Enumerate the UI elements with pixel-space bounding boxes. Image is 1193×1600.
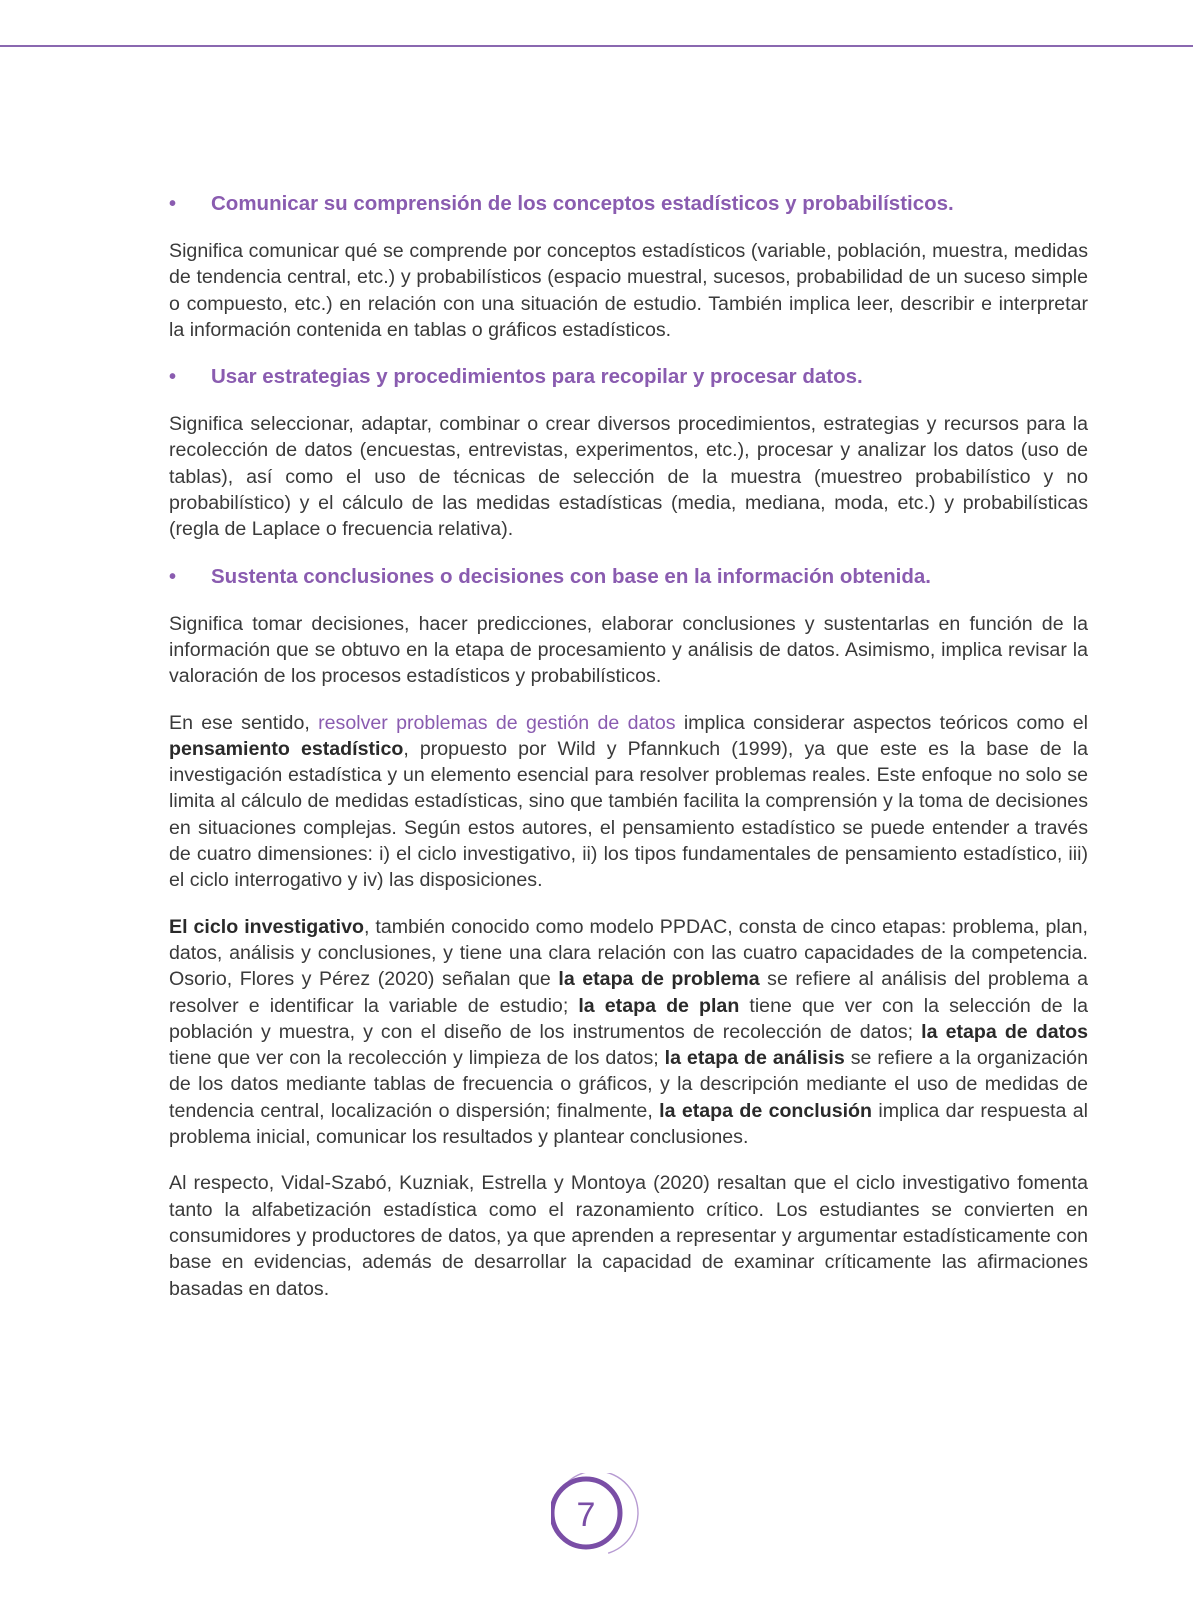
bullet-heading — [169, 363, 1088, 391]
text-run: , también conocido como modelo PPDAC, consta de cinco etapas: problema, plan, datos, análisis y conclusiones, y tiene una clara relación con las cuatro capacidades de la competencia. Osorio, Flores y Pérez (2020) señalan que — [169, 915, 1088, 991]
bold-term: la etapa de conclusión — [659, 1099, 872, 1122]
page-number: 7 — [576, 1496, 596, 1534]
text-run: En ese sentido, — [169, 711, 319, 734]
bold-term: la etapa de datos — [921, 1020, 1088, 1043]
page-content — [169, 190, 1088, 1322]
text-run: implica considerar aspectos teóricos como el — [675, 711, 1089, 734]
paragraph: Significa tomar decisiones, hacer predicciones, elaborar conclusiones y sustentarlas en función de la información que se obtuvo en la etapa de procesamiento y análisis de datos. Asimismo, implica revisar la valoración de los procesos estadísticos y probabilísticos. — [169, 612, 1088, 688]
paragraph-cycle — [169, 914, 1088, 1151]
text-run: , propuesto por Wild y Pfannkuch (1999), ya que este es la base de la investigación estadística y un elemento esencial para resolver problemas reales. Este enfoque no solo se limita al cálculo de medidas estadísticas, sino que también facilita la comprensión y la toma de decisiones en situaciones complejas. Según estos autores, el pensamiento estadístico se puede entender a través de cuatro dimensiones: i) el ciclo investigativo, ii) los tipos fundamentales de pensamiento estadístico, iii) el ciclo interrogativo y iv) las disposiciones. — [169, 737, 1088, 892]
bullet-heading — [169, 563, 1088, 591]
bold-term: El ciclo investigativo — [169, 915, 364, 938]
paragraph: Significa comunicar qué se comprende por conceptos estadísticos (variable, población, muestra, medidas de tendencia central, etc.) y probabilísticos (espacio muestral, sucesos, probabilidad de un suceso simple o compuesto, etc.) en relación con una situación de estudio. También implica leer, describir e interpretar la información contenida en tablas o gráficos estadísticos. — [169, 240, 1088, 341]
page-number-circle-icon — [551, 1473, 641, 1563]
bullet-dot-icon: • — [169, 193, 177, 215]
bold-term: la etapa de análisis — [664, 1047, 845, 1070]
text-run: implica dar respuesta al problema inicial, comunicar los resultados y plantear conclusiones. — [169, 1099, 1088, 1149]
highlight-text: resolver problemas de gestión de datos — [318, 711, 676, 734]
text-run: tiene que ver con la selección de la población y muestra, y con el diseño de los instrumentos de recolección de datos; — [169, 994, 1088, 1043]
bullet-title: Usar estrategias y procedimientos para recopilar y procesar datos. — [211, 365, 863, 389]
bullet-dot-icon: • — [169, 366, 177, 389]
paragraph-literacy: Al respecto, Vidal-Szabó, Kuzniak, Estrella y Montoya (2020) resaltan que el ciclo investigativo fomenta tanto la alfabetización estadística como el razonamiento crítico. Los estudiantes se convierten en consumidores y productores de datos, ya que aprenden a representar y argumentar estadísticamente con base en evidencias, además de desarrollar la capacidad de examinar críticamente las afirmaciones basadas en datos. — [169, 1172, 1088, 1300]
bullet-title: Sustenta conclusiones o decisiones con base en la información obtenida. — [211, 564, 931, 588]
bold-term: la etapa de problema — [558, 968, 760, 991]
paragraph: Significa seleccionar, adaptar, combinar o crear diversos procedimientos, estrategias y recursos para la recolección de datos (encuestas, entrevistas, experimentos, etc.), procesar y analizar los datos (uso de tablas), así como el uso de técnicas de selección de la muestra (muestreo probabilístico y no probabilístico) y el cálculo de las medidas estadísticas (media, mediana, moda, etc.) y probabilísticas (regla de Laplace o frecuencia relativa). — [169, 413, 1088, 541]
bullet-heading — [169, 190, 1088, 218]
header-rule — [0, 45, 1193, 47]
text-run: tiene que ver con la recolección y limpieza de los datos; — [169, 1047, 665, 1070]
page-number-badge — [551, 1473, 641, 1563]
text-run: se refiere a la organización de los datos mediante tablas de frecuencia o gráficos, y la descripción mediante el uso de medidas de tendencia central, localización o dispersión; finalmente, — [169, 1047, 1088, 1122]
paragraph-thinking — [169, 710, 1088, 894]
bullet-dot-icon: • — [169, 565, 177, 588]
text-run: se refiere al análisis del problema a resolver e identificar la variable de estudio; — [169, 968, 1088, 1017]
bold-term: pensamiento estadístico — [169, 737, 404, 760]
bold-term: la etapa de plan — [578, 994, 740, 1017]
bullet-title: Comunicar su comprensión de los conceptos estadísticos y probabilísticos. — [211, 192, 954, 215]
